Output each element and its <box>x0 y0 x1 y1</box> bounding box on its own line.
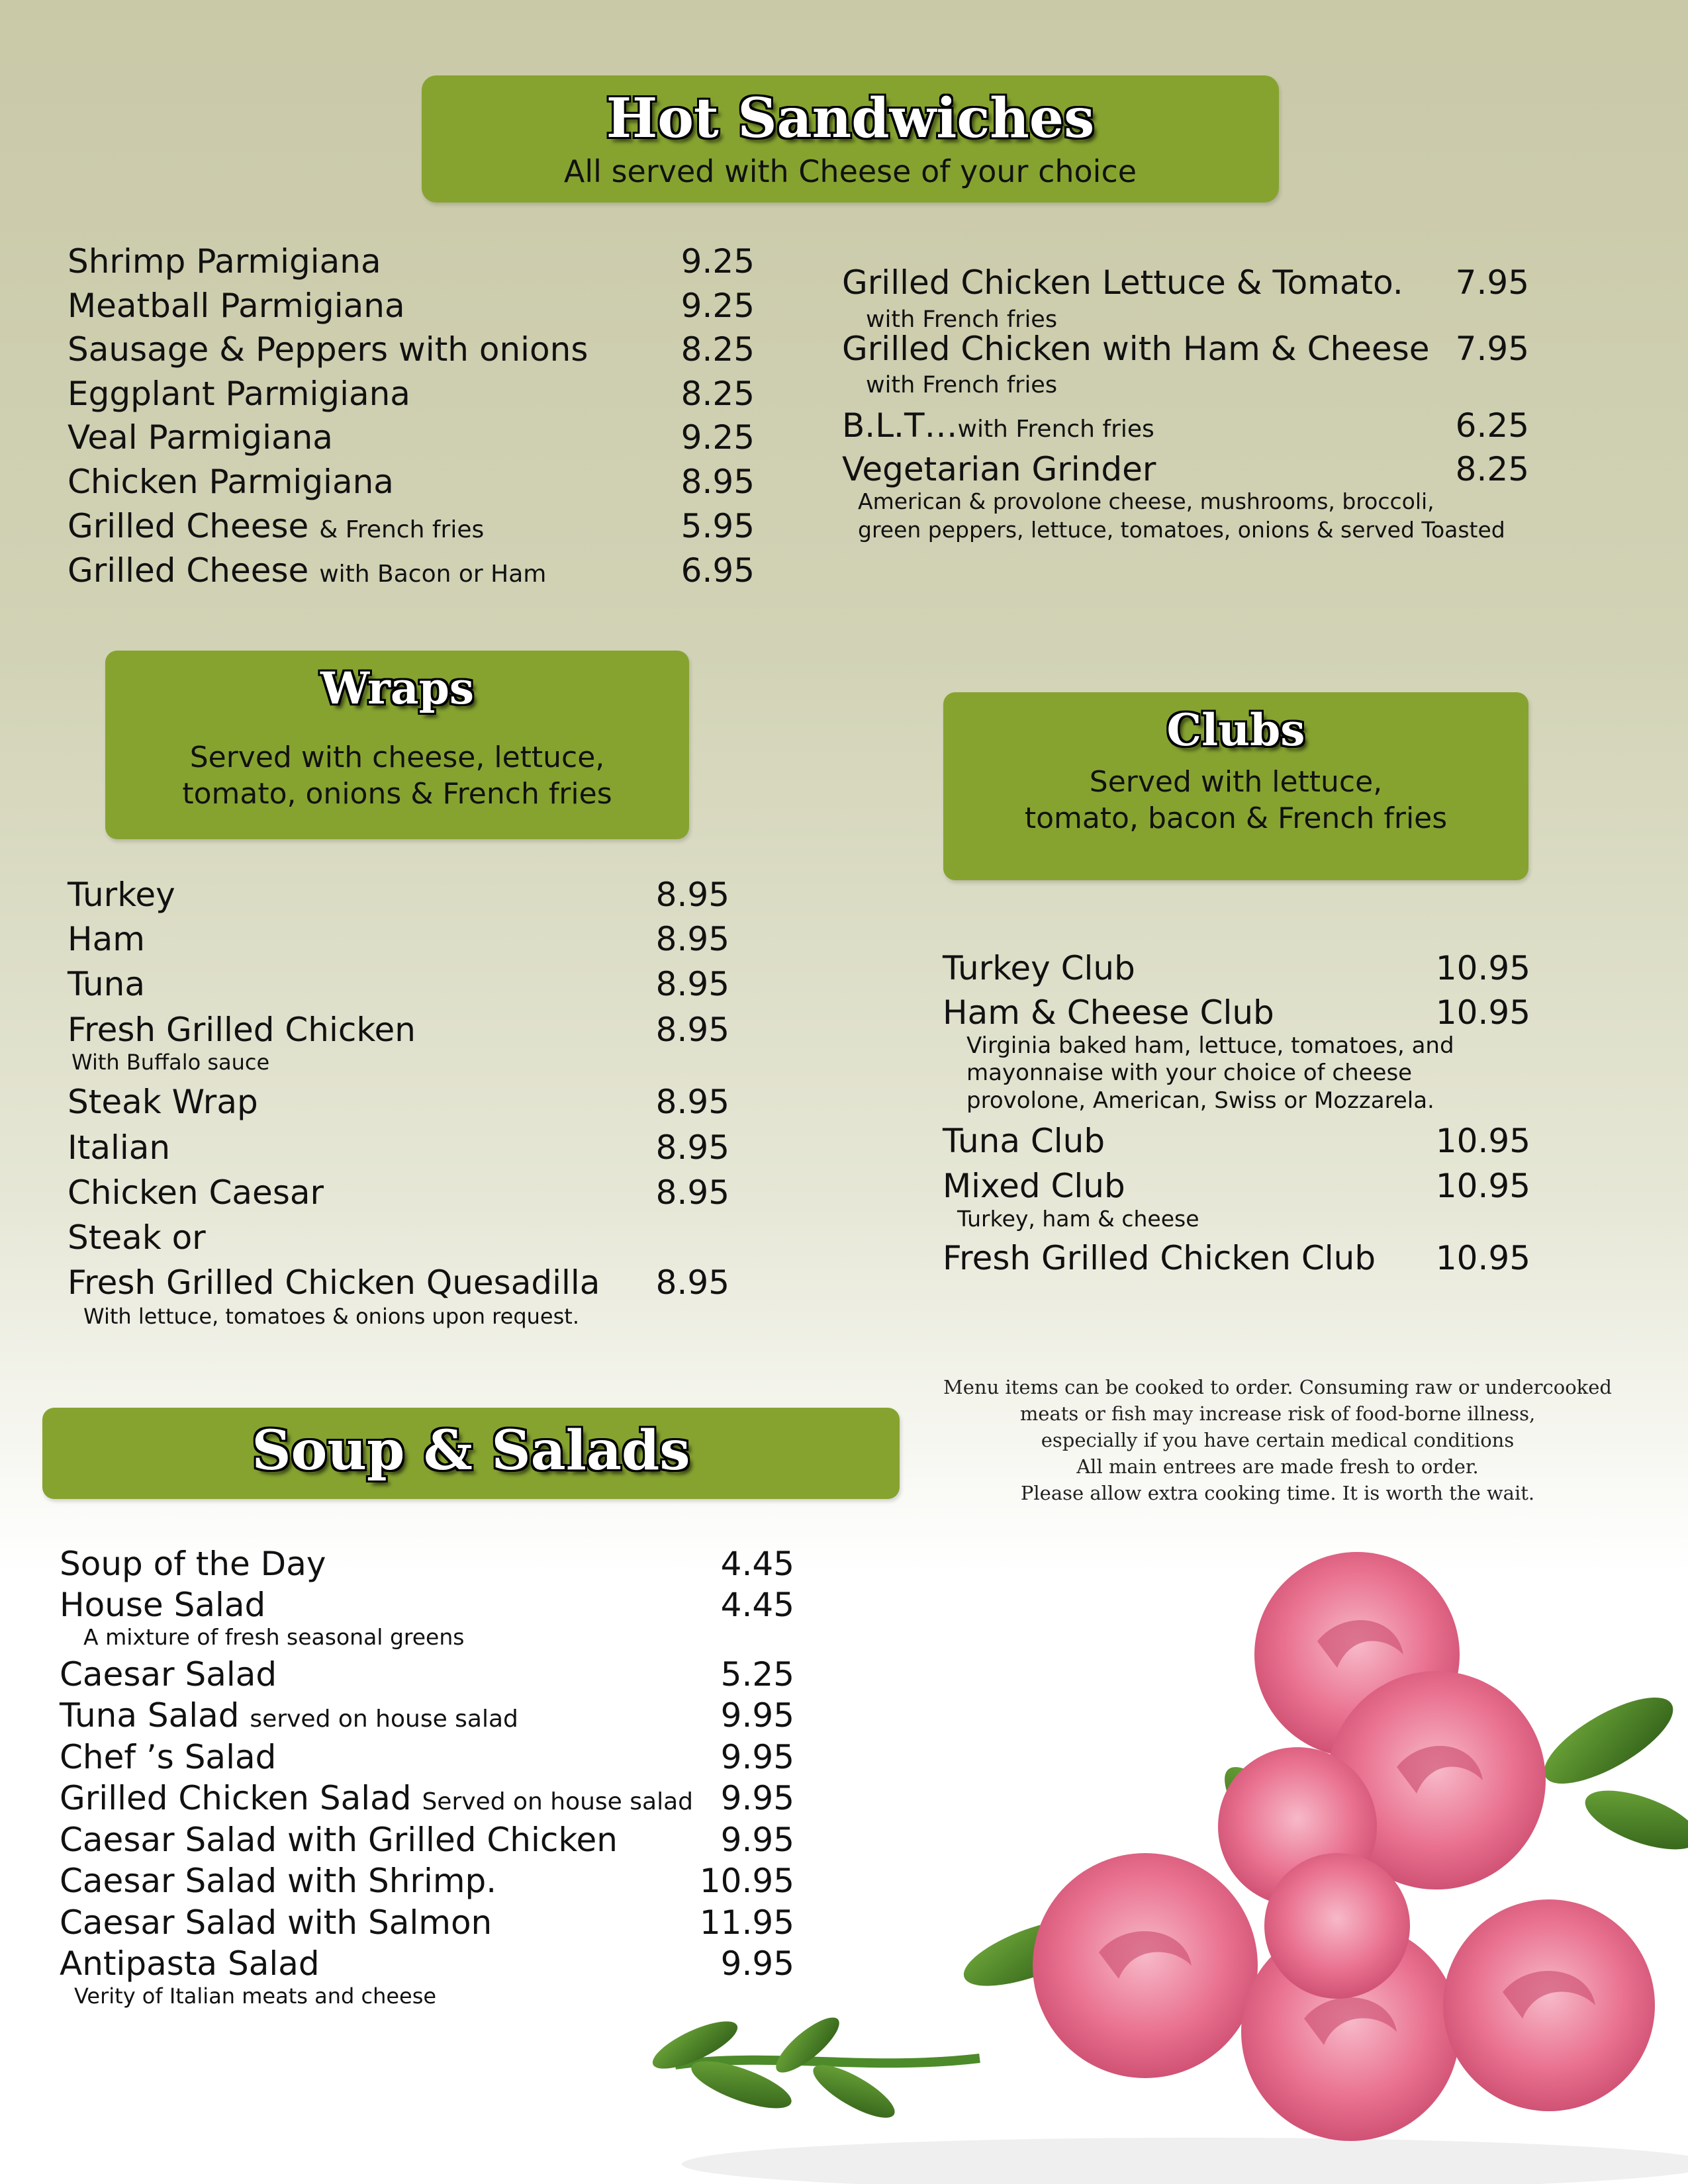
menu-item-desc: Virginia baked ham, lettuce, tomatoes, and <box>966 1032 1454 1059</box>
disclaimer-line: All main entrees are made fresh to order. <box>1076 1455 1479 1479</box>
menu-item: Mixed Club <box>943 1167 1125 1205</box>
menu-item: Caesar Salad with Grilled Chicken <box>60 1821 618 1859</box>
menu-price: 8.25 <box>1455 450 1529 488</box>
menu-item-desc: With lettuce, tomatoes & onions upon request. <box>83 1304 579 1329</box>
menu-item: Turkey <box>68 876 175 914</box>
disclaimer-line: Please allow extra cooking time. It is worth the wait. <box>1020 1482 1535 1505</box>
menu-item: Eggplant Parmigiana <box>68 375 410 413</box>
wraps-banner <box>105 651 689 839</box>
roses-icon <box>635 1542 1688 2184</box>
menu-item: Ham & Cheese Club <box>943 993 1274 1032</box>
soup-salads-title: Soup & Salads <box>252 1419 690 1482</box>
disclaimer-line: Menu items can be cooked to order. Consuming raw or undercooked <box>943 1376 1612 1398</box>
menu-item: Grilled Cheese with Bacon or Ham <box>68 551 547 590</box>
menu-price: 9.95 <box>720 1779 794 1817</box>
menu-price: 4.45 <box>720 1586 794 1624</box>
disclaimer-line: especially if you have certain medical conditions <box>1041 1429 1515 1452</box>
menu-item: Tuna Salad served on house salad <box>60 1696 518 1735</box>
menu-item: Turkey Club <box>943 949 1135 987</box>
menu-item: Chicken Parmigiana <box>68 463 394 501</box>
menu-price: 5.95 <box>680 507 755 545</box>
menu-price: 8.95 <box>680 463 755 501</box>
menu-item: Ham <box>68 920 145 958</box>
menu-price: 9.95 <box>720 1738 794 1776</box>
menu-item-desc: Turkey, ham & cheese <box>957 1206 1199 1232</box>
menu-price: 11.95 <box>699 1903 794 1942</box>
soup-salads-banner <box>42 1408 900 1499</box>
menu-price: 4.45 <box>720 1545 794 1583</box>
menu-price: 10.95 <box>699 1862 794 1900</box>
clubs-title: Clubs <box>1166 704 1305 756</box>
menu-price: 10.95 <box>1435 993 1530 1032</box>
menu-price: 7.95 <box>1455 263 1529 302</box>
menu-price: 8.95 <box>655 1173 729 1212</box>
menu-price: 8.95 <box>655 1083 729 1121</box>
hot-sandwiches-banner <box>422 75 1279 203</box>
menu-price: 8.95 <box>655 876 729 914</box>
menu-item: Steak or <box>68 1218 206 1257</box>
menu-item: Veal Parmigiana <box>68 418 333 457</box>
menu-price: 9.25 <box>680 287 755 325</box>
menu-price: 8.95 <box>655 1263 729 1302</box>
menu-item: Sausage & Peppers with onions <box>68 330 588 369</box>
menu-item: Tuna Club <box>943 1122 1105 1160</box>
menu-item-desc: American & provolone cheese, mushrooms, broccoli, <box>858 488 1434 514</box>
hot-sandwiches-subtitle: All served with Cheese of your choice <box>563 154 1137 189</box>
menu-item: Meatball Parmigiana <box>68 287 405 325</box>
menu-price: 9.25 <box>680 418 755 457</box>
menu-item: Grilled Chicken Lettuce & Tomato. <box>842 263 1403 302</box>
menu-item-desc: green peppers, lettuce, tomatoes, onions & served Toasted <box>858 517 1505 543</box>
menu-item: Fresh Grilled Chicken Club <box>943 1239 1376 1277</box>
menu-price: 8.25 <box>680 330 755 369</box>
menu-item: Steak Wrap <box>68 1083 258 1121</box>
menu-item: Grilled Cheese & French fries <box>68 507 485 545</box>
clubs-banner <box>943 692 1528 880</box>
menu-item: Fresh Grilled Chicken <box>68 1011 416 1049</box>
menu-item: Antipasta Salad <box>60 1944 320 1983</box>
menu-item-desc: provolone, American, Swiss or Mozzarela. <box>966 1087 1434 1114</box>
menu-price: 8.95 <box>655 1128 729 1167</box>
wraps-title: Wraps <box>320 662 474 714</box>
menu-item: Chef ’s Salad <box>60 1738 277 1776</box>
menu-price: 8.95 <box>655 1011 729 1049</box>
menu-price: 6.95 <box>680 551 755 590</box>
menu-item-desc: Verity of Italian meats and cheese <box>74 1983 437 2009</box>
menu-item: Fresh Grilled Chicken Quesadilla <box>68 1263 600 1302</box>
menu-item-desc: with French fries <box>866 372 1058 398</box>
menu-item: Vegetarian Grinder <box>842 450 1156 488</box>
menu-item: Grilled Chicken Salad Served on house salad <box>60 1779 694 1817</box>
menu-item: Italian <box>68 1128 171 1167</box>
menu-item-desc: mayonnaise with your choice of cheese <box>966 1060 1413 1086</box>
menu-item: Caesar Salad <box>60 1655 277 1694</box>
menu-price: 8.25 <box>680 375 755 413</box>
menu-item-desc: With Buffalo sauce <box>71 1050 270 1075</box>
menu-price: 6.25 <box>1455 406 1529 445</box>
clubs-subtitle-2: tomato, bacon & French fries <box>1024 801 1448 835</box>
menu-price: 9.25 <box>680 242 755 281</box>
menu-item: House Salad <box>60 1586 266 1624</box>
disclaimer-line: meats or fish may increase risk of food-borne illness, <box>1019 1402 1536 1426</box>
menu-item: B.L.T…with French fries <box>842 406 1154 445</box>
menu-price: 10.95 <box>1435 1239 1530 1277</box>
food-safety-disclaimer <box>920 1374 1635 1506</box>
wraps-subtitle-1: Served with cheese, lettuce, <box>189 741 605 774</box>
menu-item: Chicken Caesar <box>68 1173 324 1212</box>
menu-price: 7.95 <box>1455 330 1529 368</box>
menu-price: 9.95 <box>720 1696 794 1735</box>
menu-item: Shrimp Parmigiana <box>68 242 381 281</box>
menu-price: 8.95 <box>655 920 729 958</box>
hot-sandwiches-title: Hot Sandwiches <box>606 87 1095 150</box>
menu-price: 10.95 <box>1435 1167 1530 1205</box>
menu-price: 8.95 <box>655 965 729 1003</box>
menu-item: Tuna <box>68 965 145 1003</box>
menu-price: 10.95 <box>1435 949 1530 987</box>
menu-item-desc: A mixture of fresh seasonal greens <box>83 1624 465 1650</box>
menu-item: Soup of the Day <box>60 1545 326 1583</box>
menu-item: Grilled Chicken with Ham & Cheese <box>842 330 1430 368</box>
menu-item: Caesar Salad with Shrimp. <box>60 1862 497 1900</box>
menu-price: 9.95 <box>720 1821 794 1859</box>
menu-price: 9.95 <box>720 1944 794 1983</box>
menu-item: Caesar Salad with Salmon <box>60 1903 492 1942</box>
menu-price: 5.25 <box>720 1655 794 1694</box>
wraps-subtitle-2: tomato, onions & French fries <box>182 777 612 811</box>
clubs-subtitle-1: Served with lettuce, <box>1089 765 1383 799</box>
menu-price: 10.95 <box>1435 1122 1530 1160</box>
menu-item-desc: with French fries <box>866 306 1058 333</box>
